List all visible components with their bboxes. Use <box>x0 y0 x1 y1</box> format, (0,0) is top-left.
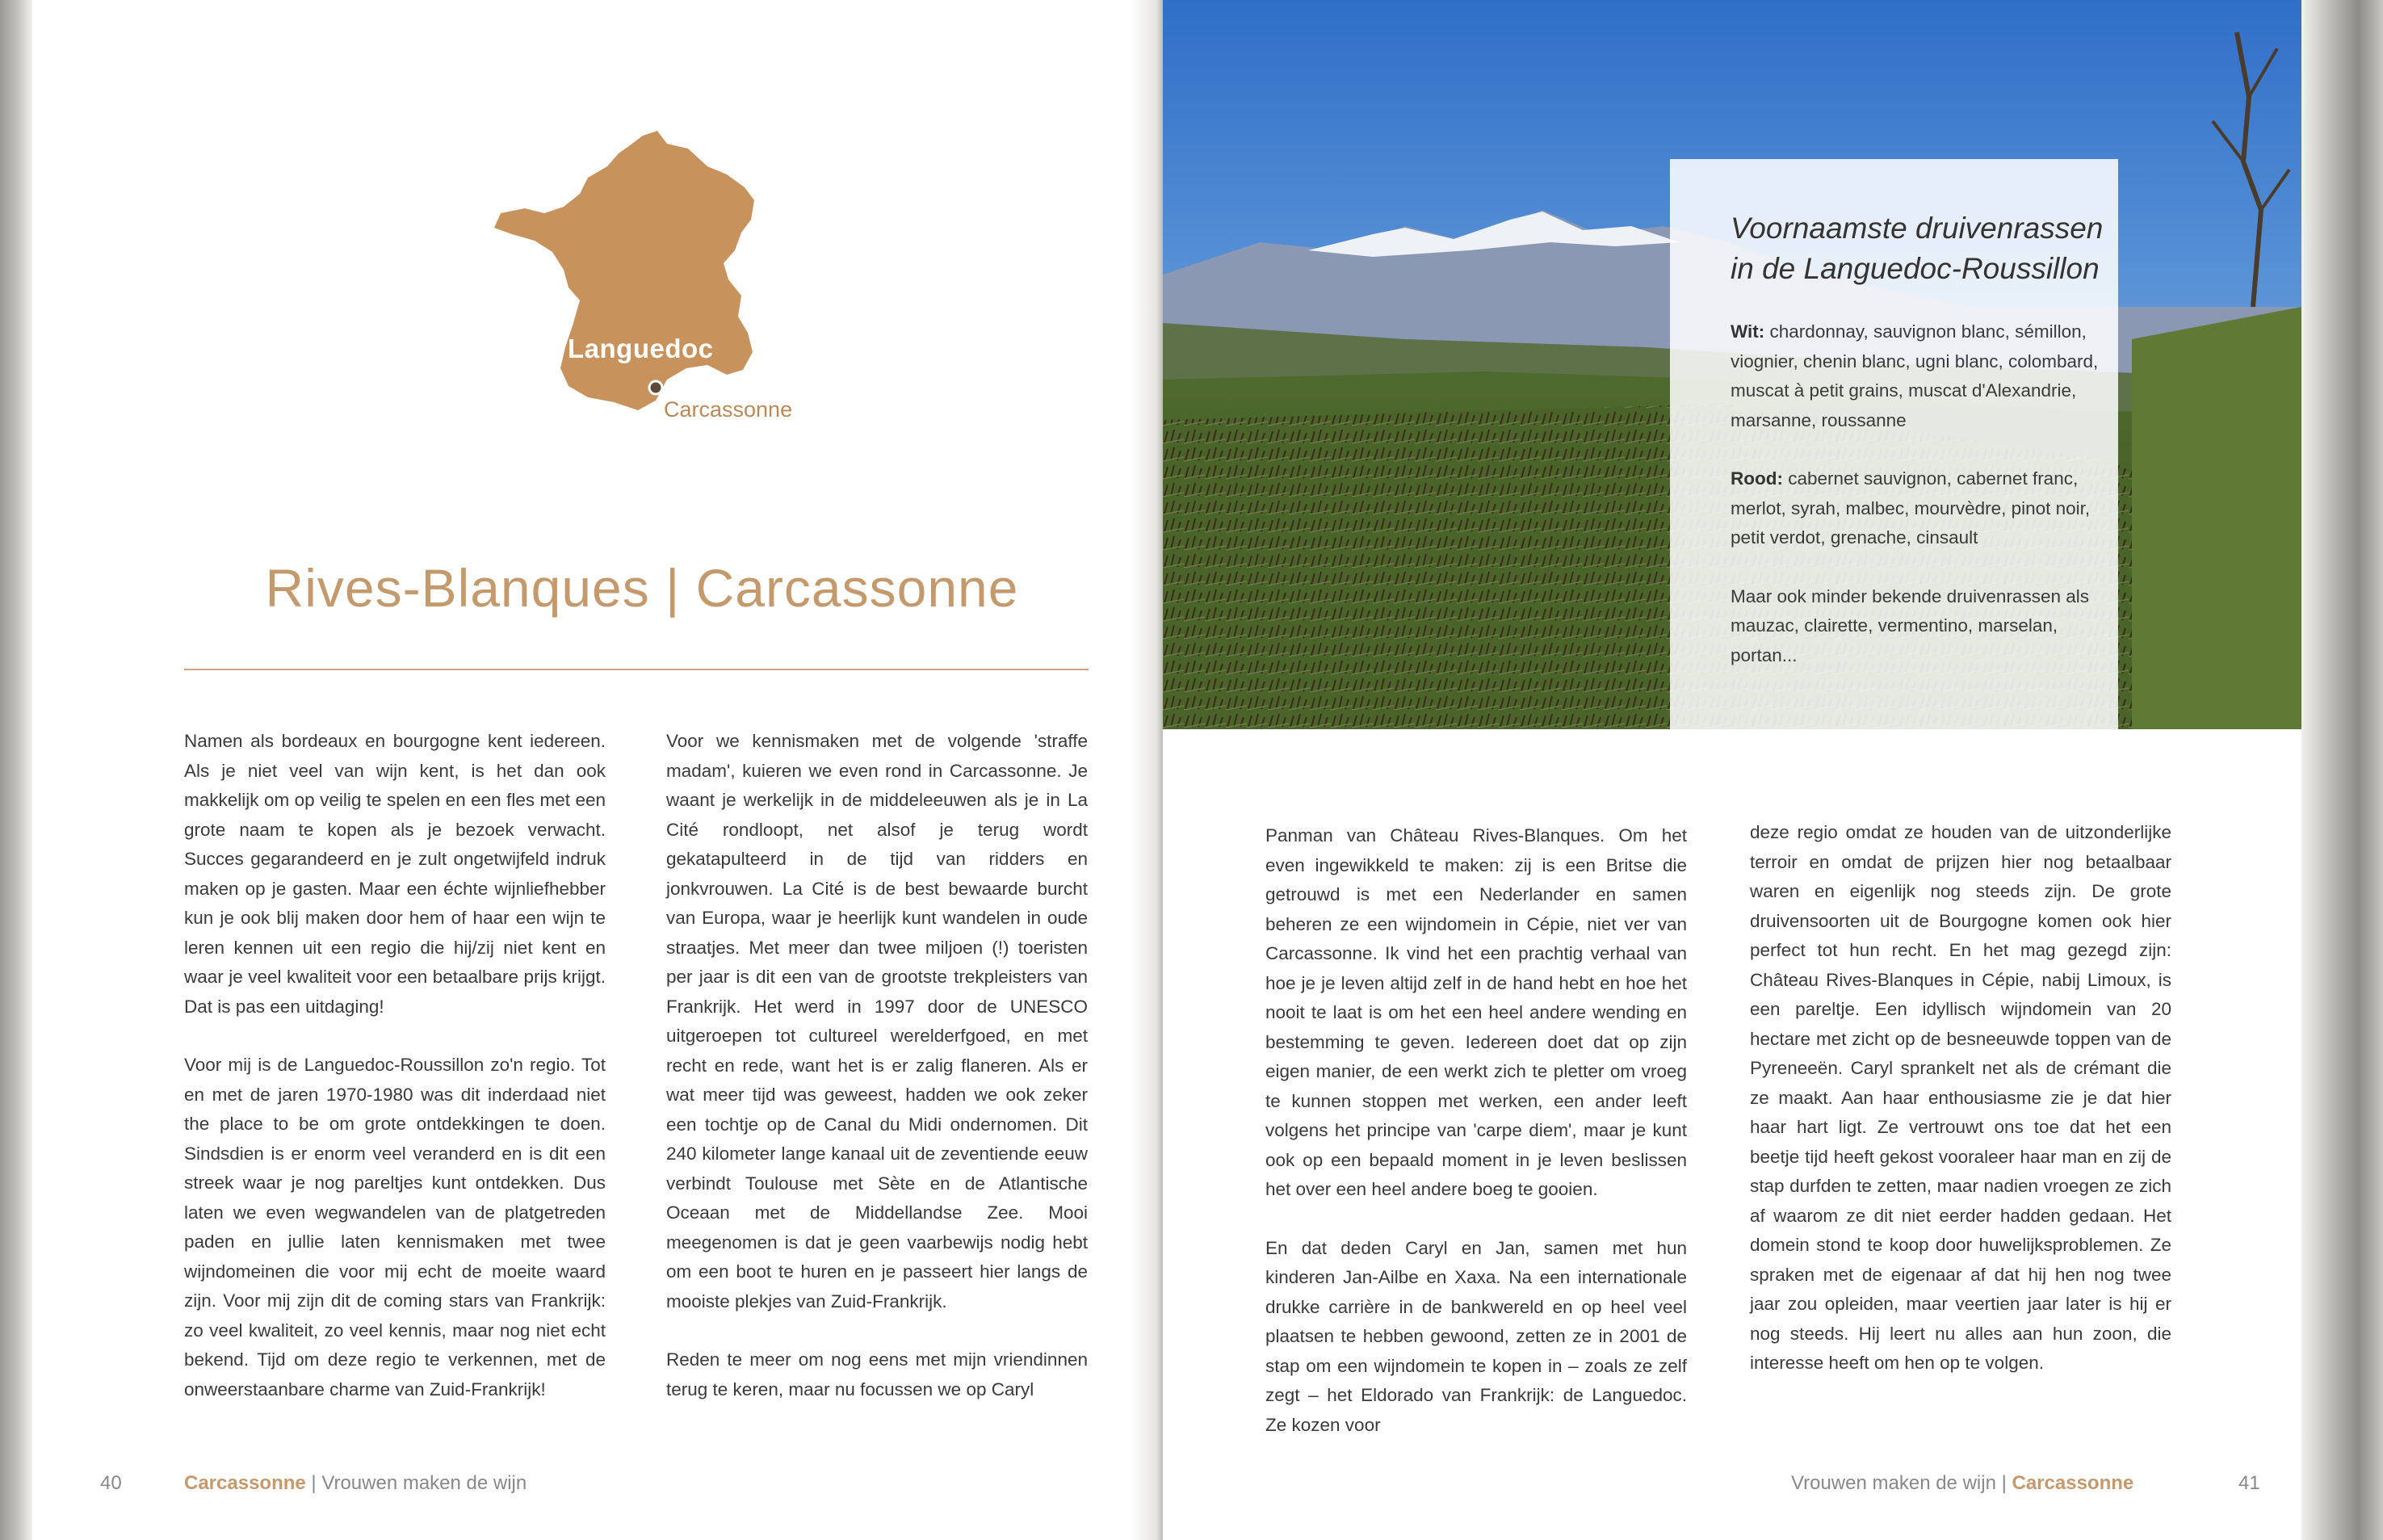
infobox-title-line1: Voornaamste druivenrassen <box>1731 212 2104 245</box>
paragraph: Namen als bordeaux en bourgogne kent iedereen. Als je niet veel van wijn kent, is het dan ook makkelijk om op veilig te spelen en een fles met een grote naam te kopen als je bezoek verwacht. Succes gegarandeerd en je zult ongetwijfeld indruk maken op je gasten. Maar een échte wijnliefhebber kun je ook blij maken door hem of haar een wijn te leren kennen uit een regio die hij/zij niet kent en waar je veel kwaliteit voor een betaalbare prijs krijgt. Dat is pas een uitdaging! <box>184 731 606 1017</box>
wit-text: chardonnay, sauvignon blanc, sémillon, viognier, chenin blanc, ugni blanc, colombard, muscat à petit grains, muscat d'Alexandrie, marsanne, roussanne <box>1731 321 2099 430</box>
extra-paragraph: Maar ook minder bekende druivenrassen als mauzac, clairette, vermentino, marselan, portan... <box>1731 585 2089 665</box>
rood-label: Rood: <box>1731 468 1783 489</box>
map-region-label: Languedoc <box>568 334 714 363</box>
paragraph: En dat deden Caryl en Jan, samen met hun kinderen Jan-Ailbe en Xaxa. Na een internationale drukke carrière in de bankwereld en op heel veel plaatsen te hebben gewoond, zetten ze in 2001 de stap om een wijndomein te kopen in – zoals ze zelf zegt – het Eldorado van Frankrijk: de Languedoc. Ze kozen voor <box>1265 1237 1687 1435</box>
page-number-right: 41 <box>2238 1472 2260 1494</box>
footer-book: Vrouwen maken de wijn <box>321 1472 527 1494</box>
wit-label: Wit: <box>1731 321 1765 342</box>
paragraph: deze regio omdat ze houden van de uitzonderlijke terroir en omdat de prijzen hier nog betaalbaar waren en eigenlijk nog steeds zijn. De grote druivensoorten uit de Bourgogne komen ook hier perfect tot hun recht. En het mag gezegd zijn: Château Rives-Blanques in Cépie, nabij Limoux, is een pareltje. Een idyllisch wijndomein van 20 hectare met zicht op de besneeuwde toppen van de Pyreneeën. Caryl sprankelt net als de crémant die ze maakt. Aan haar enthousiasme zie je dat hier haar hart ligt. Ze vertrouwt ons toe dat het een beetje tijd heeft gekost vooraleer haar man en zij de stap durfden te zetten, maar nadien vroegen ze zich af waarom ze dit niet eerder hadden gedaan. Het domein stond te koop door huwelijksproblemen. Ze spraken met de eigenaar af dat hij hen nog twee jaar zou opleiden, maar veertien jaar later is hij er nog steeds. Hij leert nu alles aan hun zoon, die interesse heeft om hen op te volgen. <box>1750 822 2171 1373</box>
france-map <box>485 129 824 420</box>
footer-section: Carcassonne <box>2012 1472 2134 1494</box>
footer-left <box>184 1472 527 1495</box>
paragraph: Panman van Château Rives-Blanques. Om het even ingewikkeld te maken: zij is een Britse die getrouwd is met een Nederlander en samen beheren ze een wijndomein in Cépie, niet ver van Carcassonne. Ik vind het een prachtig verhaal van hoe je je leven altijd zelf in de hand hebt en hoe het nooit te laat is om het een heel andere wending en bestemming te geven. Iedereen doet dat op zijn eigen manier, de een werkt zich te pletter om vroeg te kunnen stoppen met werken, een ander leeft volgens het principe van 'carpe diem', maar je kunt ook op een bepaald moment in je leven beslissen het over een heel andere boeg te gooien. <box>1265 825 1687 1199</box>
right-column-1 <box>1265 821 1687 1469</box>
page-number-left: 40 <box>100 1472 122 1494</box>
map-city-label: Carcassonne <box>664 397 793 422</box>
footer-separator: | <box>305 1472 322 1494</box>
wit-paragraph <box>1731 317 2110 435</box>
footer-right <box>1791 1472 2133 1495</box>
paragraph: Reden te meer om nog eens met mijn vriendinnen terug te keren, maar nu focussen we op Caryl <box>666 1349 1088 1399</box>
paragraph: Voor we kennismaken met de volgende 'straffe madam', kuieren we even rond in Carcassonne. Je waant je werkelijk in de middeleeuwen als je in La Cité rondloopt, net alsof je terug wordt gekatapulteerd in de tijd van ridders en jonkvrouwen. La Cité is de best bewaarde burcht van Europa, waar je heerlijk kunt wandelen in oude straatjes. Met meer dan twee miljoen (!) toeristen per jaar is dit een van de grootste trekpleisters van Frankrijk. Het werd in 1997 door de UNESCO uitgeroepen tot cultureel werelderfgoed, en met recht en rede, want het is er zalig flaneren. Als er wat meer tijd was geweest, hadden we ook zeker een tochtje op de Canal du Midi ondernomen. Dit 240 kilometer lange kanaal uit de zeventiende eeuw verbindt Toulouse met Sète en de Atlantische Oceaan met de Middellandse Zee. Mooi meegenomen is dat je geen vaarbewijs nodig hebt om een boot te huren en je passeert hier langs de mooiste plekjes van Zuid-Frankrijk. <box>666 731 1088 1311</box>
left-page-edge <box>0 0 32 1540</box>
title-divider <box>184 669 1089 670</box>
right-page-edge <box>2301 0 2383 1540</box>
footer-book: Vrouwen maken de wijn <box>1791 1472 1996 1494</box>
article-title: Rives-Blanques | Carcassonne <box>265 558 1019 618</box>
infobox-body <box>1731 317 2110 699</box>
right-column-2 <box>1750 818 2171 1408</box>
footer-separator: | <box>1995 1472 2012 1494</box>
left-column-1 <box>184 727 606 1433</box>
paragraph: Voor mij is de Languedoc-Roussillon zo'n regio. Tot en met de jaren 1970-1980 was dit inderdaad niet the place to be om grote ontdekkingen te doen. Sindsdien is er enorm veel veranderd en is dit een streek waar je nog pareltjes kunt ontdekken. Dus laten we even wegwandelen van de platgetreden paden en jullie laten kennismaken met twee wijndomeinen die voor mij echt de moeite waard zijn. Voor mij zijn dit de coming stars van Frankrijk: zo veel kwaliteit, zo veel kennis, maar nog niet echt bekend. Tijd om deze regio te verkennen, met de onweerstaanbare charme van Zuid-Frankrijk! <box>184 1055 606 1399</box>
left-column-2 <box>666 727 1088 1433</box>
footer-section: Carcassonne <box>184 1472 306 1494</box>
infobox-title <box>1731 208 2110 289</box>
rood-text: cabernet sauvignon, cabernet franc, merlot, syrah, malbec, mourvèdre, pinot noir, petit verdot, grenache, cinsault <box>1731 468 2091 548</box>
france-map-icon <box>485 129 824 420</box>
infobox-title-line2: in de Languedoc-Roussillon <box>1731 252 2100 285</box>
rood-paragraph <box>1731 464 2110 553</box>
